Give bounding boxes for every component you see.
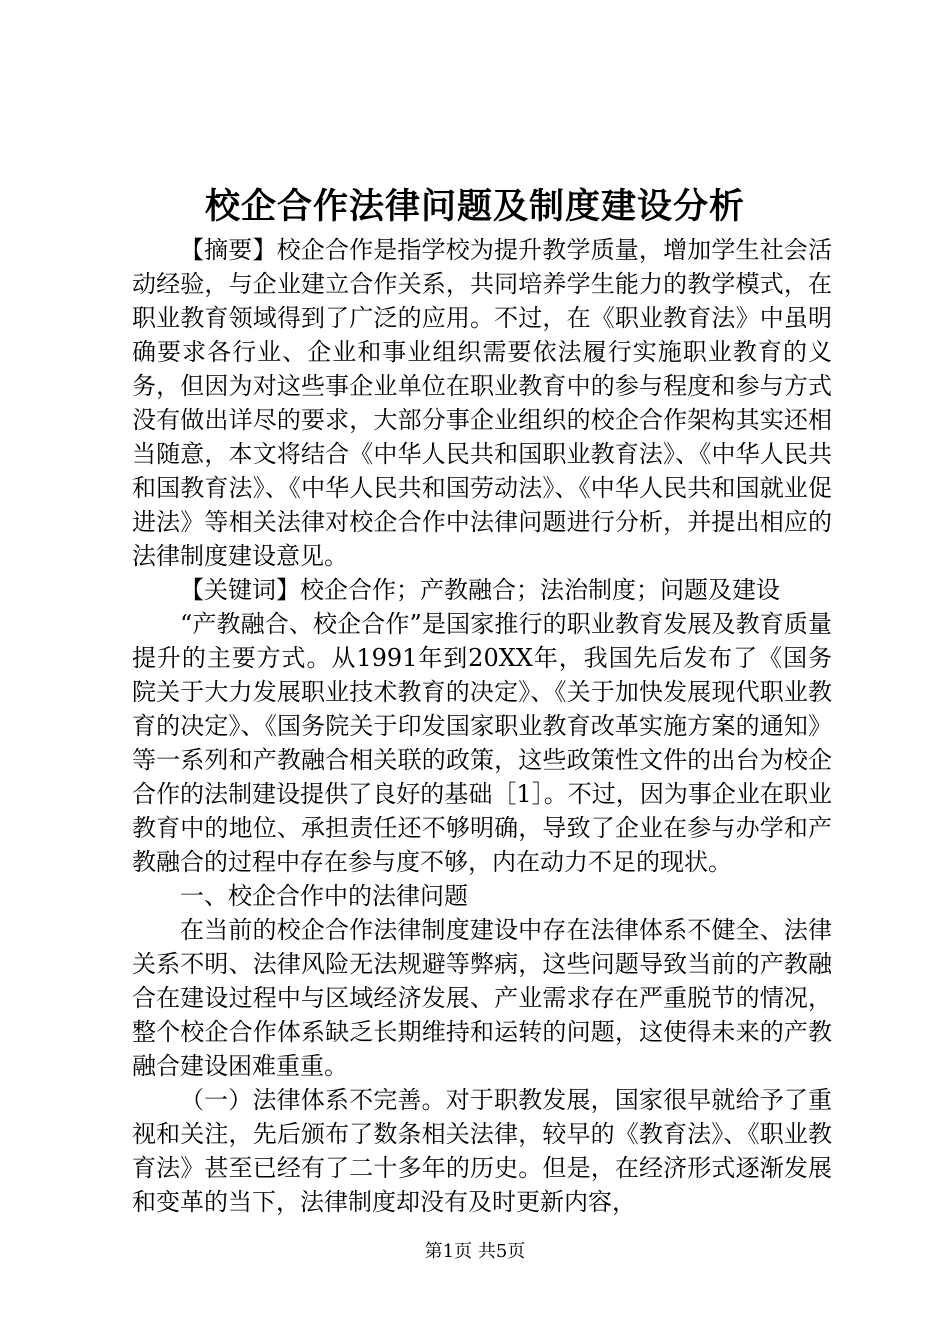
document-body [132,233,832,1219]
page-footer: 第1页 共5页 [424,1241,526,1262]
keywords-paragraph: 【关键词】校企合作；产教融合；法治制度；问题及建设 [180,576,780,604]
body-paragraph: （一）法律体系不完善。对于职教发展，国家很早就给予了重视和关注，先后颁布了数条相关法律，较早的《教育法》、《职业教育法》甚至已经有了二十多年的历史。但是，在经济形式逐渐发展和变革的当下，法律制度却没有及时更新内容， [132,1086,832,1216]
intro-paragraph: “产教融合、校企合作”是国家推行的职业教育发展及教育质量提升的主要方式。从1991年到20XX年，我国先后发布了《国务院关于大力发展职业技术教育的决定》、《关于加快发展现代职业教育的决定》、《国务院关于印发国家职业教育改革实施方案的通知》等一系列和产教融合相关联的政策，这些政策性文件的出台为校企合作的法制建设提供了良好的基础［1］。不过，因为事企业在职业教育中的地位、承担责任还不够明确，导致了企业在参与办学和产教融合的过程中存在参与度不够，内在动力不足的现状。 [132,610,832,876]
section-heading: 一、校企合作中的法律问题 [180,882,468,910]
document-title: 校企合作法律问题及制度建设分析 [204,186,745,227]
abstract-paragraph: 【摘要】校企合作是指学校为提升教学质量，增加学生社会活动经验，与企业建立合作关系，共同培养学生能力的教学模式，在职业教育领域得到了广泛的应用。不过，在《职业教育法》中虽明确要求各行业、企业和事业组织需要依法履行实施职业教育的义务，但因为对这些事企业单位在职业教育中的参与程度和参与方式没有做出详尽的要求，大部分事企业组织的校企合作架构其实还相当随意，本文将结合《中华人民共和国职业教育法》、《中华人民共和国教育法》、《中华人民共和国劳动法》、《中华人民共和国就业促进法》等相关法律对校企合作中法律问题进行分析，并提出相应的法律制度建设意见。 [132,236,832,570]
body-paragraph: 在当前的校企合作法律制度建设中存在法律体系不健全、法律关系不明、法律风险无法规避等弊病，这些问题导致当前的产教融合在建设过程中与区域经济发展、产业需求存在严重脱节的情况，整个校企合作体系缺乏长期维持和运转的问题，这使得未来的产教融合建设困难重重。 [132,916,832,1080]
